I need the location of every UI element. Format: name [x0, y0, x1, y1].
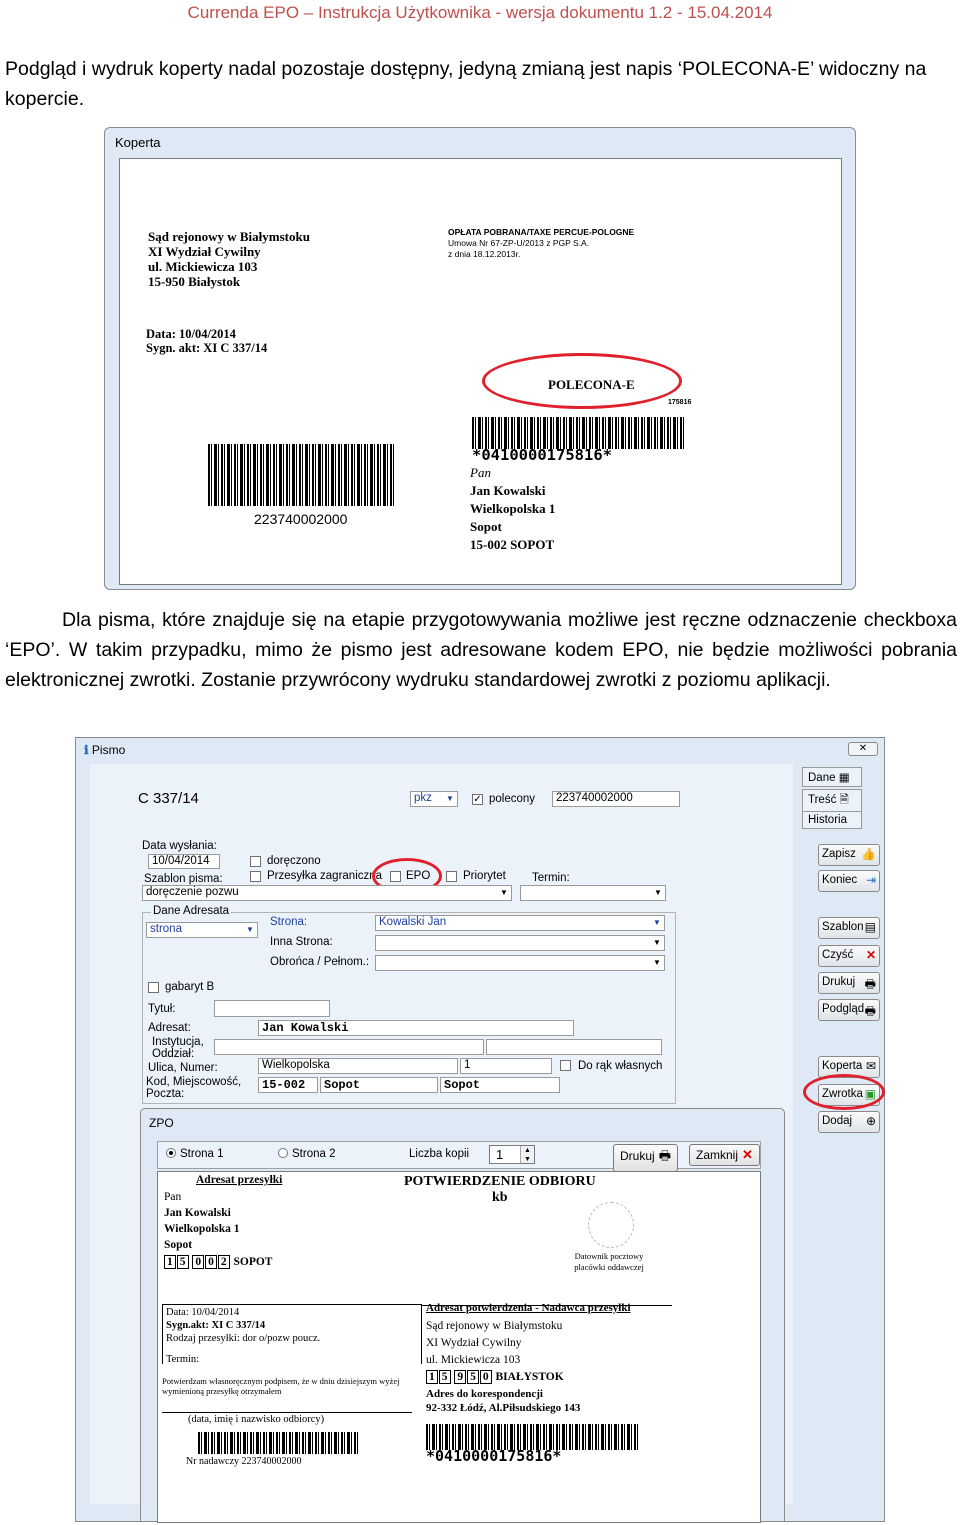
party-label: Strona:	[270, 916, 308, 928]
copies-value: 1	[496, 1147, 504, 1162]
fee-paid-info: OPŁATA POBRANA/TAXE PERCUE-POLOGNE Umowa Nr 67-ZP-U/2013 z PGP S.A. z dnia 18.12.2013r.	[448, 227, 635, 259]
radio-on-icon	[166, 1148, 176, 1158]
template-select[interactable]: doręczenie pozwu ▼	[142, 885, 512, 901]
delivered-label: doręczono	[267, 855, 321, 867]
correspondence-address: Adres do korespondencji 92-332 Łódź, Al.Piłsudskiego 143	[426, 1388, 581, 1414]
print-button[interactable]: Drukuj 🖶	[818, 972, 880, 994]
type-select[interactable]: pkz ▼	[410, 791, 458, 807]
paragraph-envelope: Podgląd i wydruk koperty nadal pozostaje dostępny, jedyną zmianą jest napis ‘POLECONA-E’ widoczny na kopercie.	[5, 58, 927, 110]
window-title: ℹ Pismo	[84, 743, 126, 757]
letter-info-box: Data: 10/04/2014 Sygn.akt: XI C 337/14 Rodzaj przesyłki: dor o/pozw poucz. Termin:	[162, 1304, 422, 1364]
recipient-address: Pan Jan Kowalski Wielkopolska 1 Sopot 15-002 SOPOT	[470, 465, 556, 552]
postal-code-input[interactable]: 15-002	[258, 1077, 318, 1093]
address-input[interactable]: Jan Kowalski	[258, 1020, 574, 1036]
return-heading: Adresat potwierdzenia - Nadawca przesyłki	[426, 1302, 631, 1314]
priority-checkbox[interactable]	[446, 871, 457, 882]
info-icon: ℹ	[84, 743, 89, 757]
paragraph-epo-checkbox: Dla pisma, które znajduje się na etapie przygotowywania możliwe jest ręczne odznaczenie checkboxa ‘EPO’. W takim przypadku, mimo że pismo jest adresowane kodem EPO, nie będzie możliwości pobrania elektronicznej zwrotki. Zostanie przywrócony wydruku standardowej zwrotki z poziomu aplikacji.	[5, 609, 957, 691]
addressee-postal: 1 5 0 0 2 SOPOT	[164, 1254, 272, 1270]
chevron-down-icon: ▼	[500, 888, 508, 897]
exit-button[interactable]: Koniec ⇥	[818, 870, 880, 892]
tab-dane[interactable]: Dane ▦	[802, 767, 862, 787]
document-header: Currenda EPO – Instrukcja Użytkownika - wersja dokumentu 1.2 - 15.04.2014	[187, 3, 773, 22]
tracking-barcode	[472, 417, 684, 449]
return-receipt-button[interactable]: Zwrotka ▣	[818, 1084, 880, 1106]
delivered-checkbox[interactable]	[250, 856, 261, 867]
small-number: 175816	[668, 399, 692, 406]
radio-strona-1[interactable]: Strona 1	[166, 1148, 223, 1160]
template-label: Szablon pisma:	[144, 873, 223, 885]
sender-address: Sąd rejonowy w Białymstoku XI Wydział Cywilny ul. Mickiewicza 103 15-950 Białystok	[148, 229, 310, 289]
close-icon[interactable]: ✕	[848, 742, 878, 756]
foreign-label: Przesyłka zagraniczna	[267, 870, 383, 882]
envelope-barcode	[208, 444, 394, 506]
add-button[interactable]: Dodaj ⊕	[818, 1111, 880, 1133]
thumbs-up-icon: 👍	[861, 847, 876, 861]
addressee-heading: Adresat przesyłki	[196, 1174, 283, 1186]
add-icon: ⊕	[865, 1114, 876, 1128]
title-label: Tytuł:	[148, 1003, 176, 1015]
send-date-input[interactable]: 10/04/2014	[148, 854, 220, 869]
address-label: Adresat:	[148, 1022, 191, 1034]
window-title: ZPO	[149, 1116, 174, 1130]
chevron-down-icon: ▼	[654, 888, 662, 897]
printer-icon: 🖶	[864, 977, 876, 991]
radio-strona-2[interactable]: Strona 2	[278, 1148, 335, 1160]
zpo-window	[140, 1108, 785, 1522]
sender-barcode	[198, 1432, 358, 1454]
preview-icon: 🖶	[864, 1004, 876, 1018]
chevron-down-icon: ▼	[446, 794, 454, 803]
polecona-e-stamp: POLECONA-E	[548, 377, 635, 392]
envelope-preview	[119, 158, 842, 585]
institution-label: Instytucja, Oddział:	[152, 1036, 204, 1060]
send-date-label: Data wysłania:	[142, 840, 217, 852]
confirm-title: POTWIERDZENIE ODBIORU	[404, 1174, 596, 1189]
title-input[interactable]	[214, 1000, 330, 1017]
copies-spinner[interactable]	[489, 1145, 535, 1164]
attorney-select[interactable]	[375, 955, 665, 971]
institution-input[interactable]	[214, 1039, 484, 1055]
other-party-select[interactable]	[375, 935, 665, 951]
printer-icon: 🖶	[658, 1148, 671, 1163]
attorney-label: Obrońca / Pełnom.:	[270, 956, 370, 968]
city-input[interactable]: Sopot	[320, 1077, 438, 1093]
close-x-icon: ✕	[742, 1147, 753, 1162]
postal-label: Kod, Miejscowość, Poczta:	[146, 1076, 242, 1100]
save-button[interactable]: Zapisz 👍	[818, 844, 880, 866]
postmark-caption: Datownik pocztowy placówki oddawczej	[574, 1251, 644, 1272]
street-input[interactable]: Wielkopolska	[258, 1058, 458, 1074]
confirm-text: Potwierdzam własnoręcznym podpisem, że w dniu dzisiejszym wyżej wymienioną przesyłkę otrzymałem	[162, 1376, 400, 1396]
return-address: Sąd rejonowy w Białymstoku XI Wydział Cywilny ul. Mickiewicza 103 1 5 9 5 0 BIAŁYSTOK	[426, 1320, 564, 1383]
print-button[interactable]: Drukuj 🖶	[613, 1144, 678, 1172]
envelope-button[interactable]: Koperta ✉	[818, 1056, 880, 1078]
confirm-subtitle: kb	[492, 1190, 508, 1205]
window-title: Koperta	[115, 135, 161, 150]
envelope-window	[104, 127, 856, 590]
term-label: Termin:	[532, 872, 570, 884]
street-label: Ulica, Numer:	[148, 1062, 218, 1074]
registered-number-input[interactable]: 223740002000	[552, 791, 680, 807]
case-number: C 337/14	[138, 790, 199, 807]
own-hands-label: Do rąk własnych	[578, 1060, 663, 1072]
chevron-down-icon: ▼	[653, 918, 661, 927]
postmark-placeholder	[588, 1202, 634, 1248]
exit-icon: ⇥	[865, 873, 876, 887]
return-receipt-preview	[157, 1171, 761, 1523]
radio-off-icon	[278, 1148, 288, 1158]
chevron-down-icon: ▼	[246, 925, 254, 934]
chevron-down-icon: ▼	[653, 938, 661, 947]
document-icon: 🗎	[839, 794, 849, 806]
registered-checkbox[interactable]: ✓	[473, 794, 482, 805]
tracking-code: *0410000175816*	[426, 1447, 562, 1465]
copies-label: Liczba kopii	[409, 1148, 470, 1160]
own-hands-checkbox[interactable]	[560, 1060, 571, 1071]
sender-number: Nr nadawczy 223740002000	[186, 1456, 302, 1467]
receipt-icon: ▣	[864, 1087, 876, 1101]
spinner-arrows-icon[interactable]: ▲ ▼	[520, 1146, 534, 1163]
term-select[interactable]	[520, 885, 666, 901]
registered-label: polecony	[489, 793, 536, 805]
foreign-checkbox[interactable]	[250, 871, 261, 882]
tracking-code: *0410000175816*	[472, 446, 612, 464]
party-type-select[interactable]: strona ▼	[146, 922, 258, 938]
epo-label: EPO	[406, 870, 431, 882]
template-icon: ▤	[864, 920, 876, 934]
number-input[interactable]: 1	[460, 1058, 552, 1074]
grid-icon: ▦	[838, 772, 850, 784]
tab-historia[interactable]: Historia	[802, 811, 862, 829]
chevron-down-icon: ▼	[653, 958, 661, 967]
gabaryt-label: gabaryt B	[165, 981, 215, 993]
tab-tresc[interactable]: Treść 🗎	[802, 789, 862, 814]
addressee-block: Pan Jan Kowalski Wielkopolska 1 Sopot 1 5 0 0 2 SOPOT	[164, 1191, 273, 1268]
priority-label: Priorytet	[463, 870, 506, 882]
envelope-icon: ✉	[865, 1059, 876, 1073]
addressee-group-label: Dane Adresata	[153, 905, 230, 917]
clear-button[interactable]: Czyść ✕	[818, 945, 880, 967]
zwrotka-highlight-ring	[803, 1074, 885, 1110]
signature-caption: (data, imię i nazwisko odbiorcy)	[188, 1414, 325, 1425]
template-button[interactable]: Szablon ▤	[818, 917, 880, 939]
close-button[interactable]: Zamknij ✕	[689, 1144, 760, 1166]
party-select[interactable]: Kowalski Jan ▼	[375, 915, 665, 931]
institution-branch-input[interactable]	[486, 1039, 662, 1055]
envelope-number: 223740002000	[254, 511, 348, 527]
gabaryt-checkbox[interactable]	[148, 982, 159, 993]
envelope-meta: Data: 10/04/2014 Sygn. akt: XI C 337/14	[146, 327, 268, 355]
post-office-input[interactable]: Sopot	[440, 1077, 560, 1093]
other-party-label: Inna Strona:	[270, 936, 333, 948]
preview-button[interactable]: Podgląd 🖶	[818, 999, 880, 1021]
clear-x-icon: ✕	[865, 948, 876, 962]
